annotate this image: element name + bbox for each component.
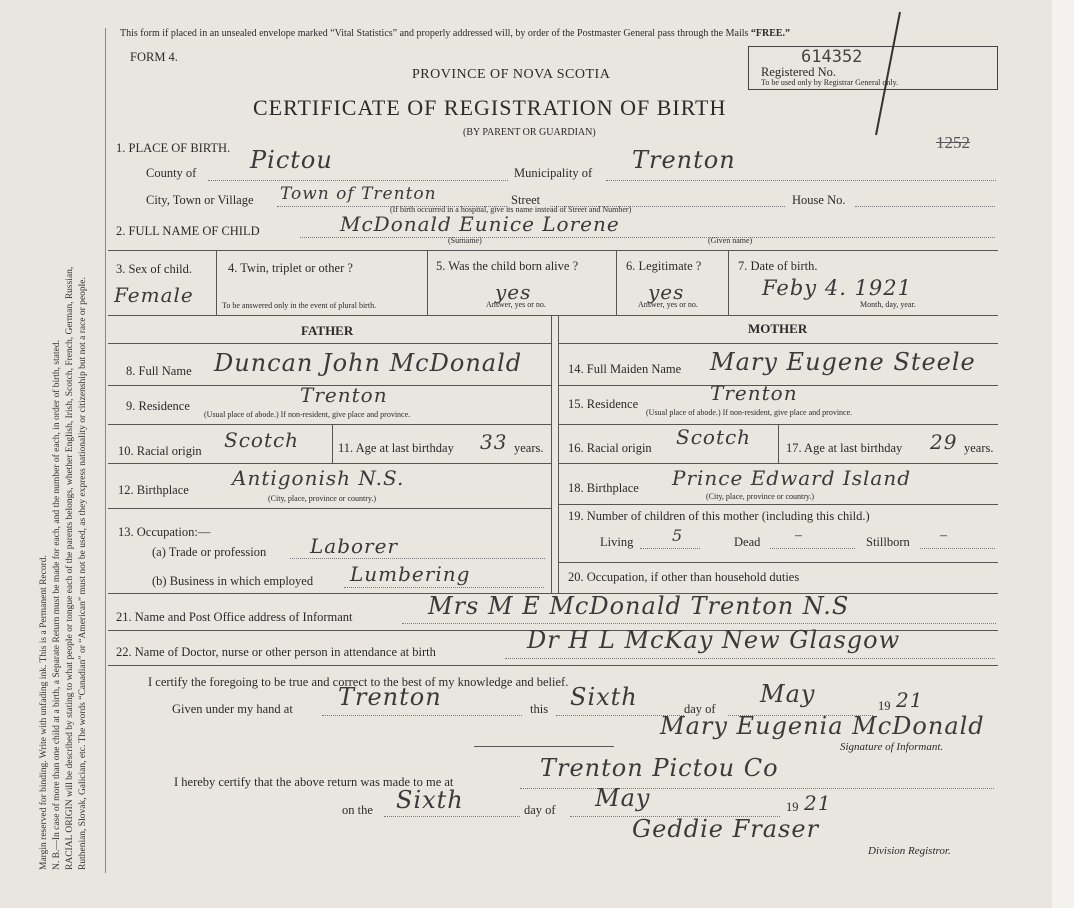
registrar-year-prefix: 19 [786,800,799,814]
given-year-prefix: 19 [878,699,891,713]
doctor-line [505,658,995,659]
child-name-label: 2. FULL NAME OF CHILD [116,224,260,238]
margin-line-1: Margin reserved for binding. Write with unfading ink. This is a Permanent Record. [39,555,49,870]
father-occupation-label: 13. Occupation:— [118,525,211,539]
living-label: Living [600,535,634,549]
alive-note: Answer, yes or no. [486,300,546,309]
given-month-value: May [760,680,816,708]
father-mother-divider [551,315,552,593]
father-age-years: years. [514,441,544,455]
county-value: Pictou [250,146,333,174]
row3-bottom-rule [108,315,998,316]
house-line [855,206,995,207]
mother-age-years: years. [964,441,994,455]
father-residence-note: (Usual place of abode.) If non-resident, give place and province. [204,410,411,419]
hospital-note: (If birth occurred in a hospital, give its name instead of Street and Number) [390,205,632,214]
mother-row16-rule [558,463,998,464]
father-business-value: Lumbering [350,562,471,586]
mother-name-label: 14. Full Maiden Name [568,362,682,376]
alive-value: yes [495,280,532,304]
mail-notice-text: This form if placed in an unsealed envelope marked “Vital Statistics” and properly addressed will, by order of the Postmaster General pass through the Mails [120,28,749,39]
father-business-line [344,587,544,588]
registrar-day-value: Sixth [396,786,464,814]
mother-birthplace-note: (City, place, province or country.) [706,492,815,501]
father-birthplace-value: Antigonish N.S. [232,466,405,490]
date-of-birth-note: Month, day, year. [860,300,916,309]
father-birthplace-label: 12. Birthplace [118,483,189,497]
province-heading: PROVINCE OF NOVA SCOTIA [412,67,611,82]
corner-number: 1252 [936,133,970,152]
municipality-label: Municipality of [514,166,593,180]
date-of-birth-value: Feby 4. 1921 [762,276,912,300]
father-age-label: 11. Age at last birthday [338,441,454,455]
legitimate-label: 6. Legitimate ? [626,259,702,273]
father-name-label: 8. Full Name [126,364,192,378]
margin-line-3: RACIAL ORIGIN will be described by stating to what people or tongue each of the parents belongs, whether English, Irish, Scotch, French, German, Russian, [65,266,75,870]
informant-value: Mrs M E McDonald Trenton N.S [428,592,850,620]
surname-note: (Surname) [448,236,482,245]
father-residence-value: Trenton [300,383,388,407]
form-number: FORM 4. [130,50,178,64]
mother-occupation-label: 20. Occupation, if other than household duties [568,570,800,584]
registered-number-label: Registered No. [761,65,836,79]
father-row10-rule [108,463,551,464]
mother-residence-label: 15. Residence [568,397,639,411]
father-mother-divider-2 [558,315,559,593]
this-label: this [530,702,549,716]
informant-label: 21. Name and Post Office address of Informant [116,610,353,624]
mother-children-label: 19. Number of children of this mother (including this child.) [568,509,870,523]
dead-line [770,548,855,549]
given-day-of-label: day of [684,702,716,716]
paper-edge [1052,0,1074,908]
row3-divider-4 [728,250,729,315]
row3-divider-2 [427,250,428,315]
father-birthplace-note: (City, place, province or country.) [268,494,377,503]
margin-divider [105,28,106,873]
county-line [208,180,508,181]
mother-row16-divider [778,424,779,463]
informant-line [402,623,996,624]
legitimate-note: Answer, yes or no. [638,300,698,309]
municipality-value: Trenton [632,146,736,174]
registrar-year-suffix: 21 [804,791,832,815]
blank-signature-line [474,746,614,747]
father-trade-value: Laborer [310,534,399,558]
father-row12-rule [108,508,551,509]
stillborn-value: – [940,528,947,543]
mail-notice [120,28,790,39]
father-racial-label: 10. Racial origin [118,444,202,458]
given-day-value: Sixth [570,683,638,711]
mother-residence-value: Trenton [710,381,798,405]
doctor-value: Dr H L McKay New Glasgow [527,626,901,654]
registered-number-note: To be used only by Registrar General only. [761,78,899,87]
registrar-day-of-label: day of [524,803,556,817]
father-residence-label: 9. Residence [126,399,190,413]
registrar-day-line [384,816,520,817]
given-name-note: (Given name) [708,236,753,245]
street-label: Street [511,193,541,207]
father-row10-divider [332,424,333,463]
mother-row19-rule [558,562,998,563]
informant-signature-label: Signature of Informant. [840,741,944,753]
father-row9-rule [108,424,551,425]
father-age-value: 33 [480,430,508,454]
registrar-place-line [520,788,994,789]
registrar-signature-label: Division Registror. [868,845,951,857]
mail-notice-free: “FREE.” [750,28,791,39]
father-heading-rule [108,343,551,344]
mother-birthplace-label: 18. Birthplace [568,481,639,495]
dead-label: Dead [734,535,761,549]
mother-row18-rule [558,504,998,505]
certify-statement: I certify the foregoing to be true and correct to the best of my knowledge and belief. [148,675,569,689]
mother-name-value: Mary Eugene Steele [710,348,976,376]
informant-signature: Mary Eugenia McDonald [660,712,985,740]
father-heading: FATHER [301,323,354,338]
dead-value: – [795,528,802,543]
sex-label: 3. Sex of child. [116,262,193,276]
date-of-birth-label: 7. Date of birth. [738,259,818,273]
city-value: Town of Trenton [280,184,437,204]
father-business-label: (b) Business in which employed [152,574,314,588]
given-place-line [322,715,522,716]
living-line [640,548,700,549]
registrar-place-value: Trenton Pictou Co [540,754,779,782]
mother-racial-value: Scotch [676,425,752,449]
certificate-subtitle: (BY PARENT OR GUARDIAN) [463,127,596,138]
registrar-on-label: on the [342,803,373,817]
sex-value: Female [114,283,194,307]
mother-birthplace-value: Prince Edward Island [672,466,912,490]
margin-instructions [38,267,90,870]
city-label: City, Town or Village [146,193,254,207]
certificate-title: CERTIFICATE OF REGISTRATION OF BIRTH [253,95,727,120]
registrar-signature: Geddie Fraser [632,815,820,843]
child-name-line [300,237,995,238]
mother-age-value: 29 [930,430,958,454]
father-name-value: Duncan John McDonald [214,349,523,377]
mother-age-label: 17. Age at last birthday [786,441,903,455]
father-racial-value: Scotch [224,428,300,452]
father-trade-label: (a) Trade or profession [152,545,267,559]
mother-heading: MOTHER [748,321,808,336]
municipality-line [606,180,996,181]
doctor-label: 22. Name of Doctor, nurse or other person in attendance at birth [116,645,436,659]
father-trade-line [290,558,545,559]
registrar-statement: I hereby certify that the above return was made to me at [174,775,454,789]
twin-note: To be answered only in the event of plural birth. [222,301,377,310]
place-of-birth-label: 1. PLACE OF BIRTH. [116,141,231,155]
given-under-label: Given under my hand at [172,702,293,716]
living-value: 5 [672,526,684,545]
house-label: House No. [792,193,846,207]
stillborn-line [920,548,995,549]
mother-residence-note: (Usual place of abode.) If non-resident, give place and province. [646,408,853,417]
alive-label: 5. Was the child born alive ? [436,259,579,273]
child-name-value: McDonald Eunice Lorene [340,212,620,236]
mother-racial-label: 16. Racial origin [568,441,652,455]
margin-line-2: N. B.—In case of more than one child at a birth, a Separate Return must be made for each, and the number of each, in order of birth, stated. [52,340,62,870]
registrar-month-value: May [595,784,651,812]
row3-divider-1 [216,250,217,315]
registered-number-value: 614352 [801,47,863,67]
pen-stroke-mark [866,10,906,140]
mother-heading-rule [558,343,998,344]
margin-line-4: Ruthenian, Slovak, Galician, etc. The words “Canadian” or “American” must not be used, as they express nationality or citizenship but not a race or people. [78,277,88,870]
row3-top-rule [108,250,998,251]
twin-label: 4. Twin, triplet or other ? [228,261,353,275]
doctor-rule [108,665,998,666]
given-place-value: Trenton [338,683,442,711]
stillborn-label: Stillborn [866,535,910,549]
legitimate-value: yes [648,280,685,304]
given-year-suffix: 21 [896,688,924,712]
row3-divider-3 [616,250,617,315]
county-label: County of [146,166,197,180]
